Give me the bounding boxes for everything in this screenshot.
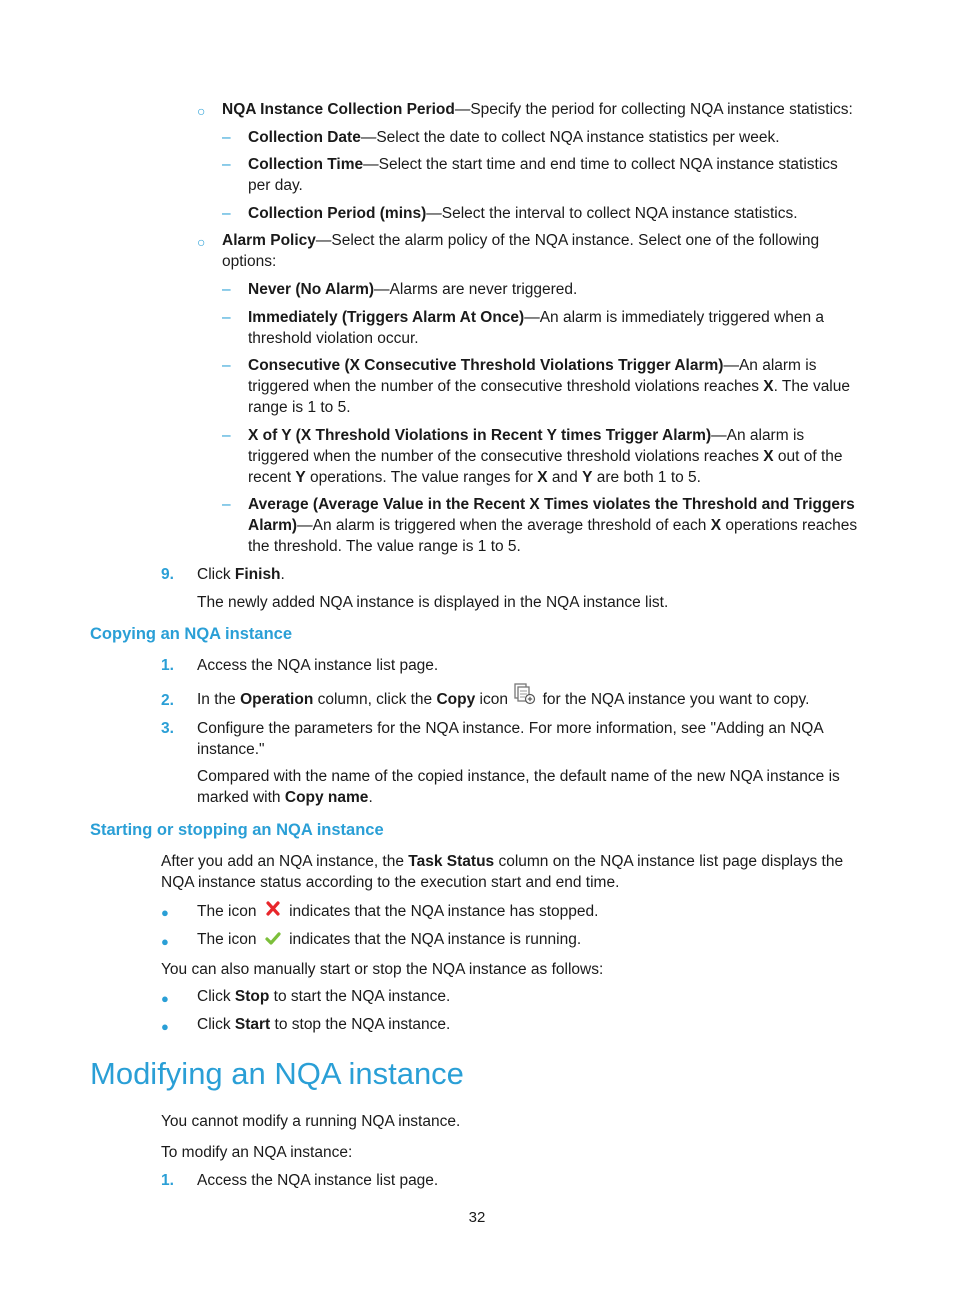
chapter-heading-modifying: Modifying an NQA instance	[90, 1056, 464, 1091]
step-number: 1.	[161, 657, 174, 674]
green-check-icon	[263, 929, 283, 949]
copy-note: Compared with the name of the copied instance, the default name of the new NQA instance is marked with Copy name.	[197, 768, 840, 806]
sub-collection-period-mins: Collection Period (mins)—Select the interval to collect NQA instance statistics.	[248, 205, 798, 222]
dash-marker: –	[222, 427, 231, 444]
dash-marker: –	[222, 281, 231, 298]
dash-marker: –	[222, 129, 231, 146]
modify-p1: You cannot modify a running NQA instance.	[161, 1113, 461, 1130]
copy-step-2: In the Operation column, click the Copy icon for the NQA instance you want to copy.	[197, 684, 867, 716]
sub-never: Never (No Alarm)—Alarms are never triggered.	[248, 281, 578, 298]
sub-x-of-y: X of Y (X Threshold Violations in Recent Y times Trigger Alarm)—An alarm is triggered when the number of the consecutive threshold violations reaches X out of the recent Y operations. The value ranges for X and Y are both 1 to 5.	[248, 427, 843, 486]
sub-collection-date: Collection Date—Select the date to collect NQA instance statistics per week.	[248, 129, 780, 146]
icon-running-line: The icon indicates that the NQA instance is running.	[197, 931, 582, 948]
sub-immediately: Immediately (Triggers Alarm At Once)—An alarm is immediately triggered when a threshold violation occur.	[248, 309, 825, 347]
icon-stopped-line: The icon indicates that the NQA instance has stopped.	[197, 901, 837, 922]
bullet-dot-icon: ●	[161, 991, 169, 1006]
copy-icon	[512, 682, 538, 706]
dash-marker: –	[222, 357, 231, 374]
dash-marker: –	[222, 496, 231, 513]
sub-collection-time: Collection Time—Select the start time and end time to collect NQA instance statistics per day.	[248, 156, 838, 194]
bullet-collection-period: NQA Instance Collection Period—Specify the period for collecting NQA instance statistics:	[222, 101, 853, 118]
step-number: 9.	[161, 566, 174, 583]
dash-marker: –	[222, 205, 231, 222]
copy-step-3: Configure the parameters for the NQA instance. For more information, see "Adding an NQA instance."	[197, 720, 823, 758]
step-number: 1.	[161, 1172, 174, 1189]
bullet-dot-icon: ●	[161, 1019, 169, 1034]
modify-step-1: Access the NQA instance list page.	[197, 1172, 439, 1189]
manual-stop: Click Stop to start the NQA instance.	[197, 988, 451, 1005]
step-number: 3.	[161, 720, 174, 737]
manual-start: Click Start to stop the NQA instance.	[197, 1016, 451, 1033]
modify-p2: To modify an NQA instance:	[161, 1144, 353, 1161]
bullet-dot-icon: ●	[161, 905, 169, 920]
bullet-alarm-policy: Alarm Policy—Select the alarm policy of the NQA instance. Select one of the following options:	[222, 232, 820, 270]
step-note: The newly added NQA instance is displayed in the NQA instance list.	[197, 594, 669, 611]
dash-marker: –	[222, 156, 231, 173]
step-number: 2.	[161, 692, 174, 709]
page-number: 32	[468, 1209, 486, 1226]
bullet-circle-icon: ○	[197, 234, 206, 250]
start-intro: After you add an NQA instance, the Task Status column on the NQA instance list page displays the NQA instance status according to the execution start and end time.	[161, 853, 844, 891]
step-click-finish: Click Finish.	[197, 566, 285, 583]
dash-marker: –	[222, 309, 231, 326]
section-heading-copying: Copying an NQA instance	[90, 625, 292, 643]
bullet-dot-icon: ●	[161, 934, 169, 949]
manual-intro: You can also manually start or stop the NQA instance as follows:	[161, 961, 604, 978]
sub-consecutive: Consecutive (X Consecutive Threshold Violations Trigger Alarm)—An alarm is triggered when the number of the consecutive threshold violations reaches X. The value range is 1 to 5.	[248, 357, 850, 416]
sub-average: Average (Average Value in the Recent X Times violates the Threshold and Triggers Alarm)—An alarm is triggered when the average threshold of each X operations reaches the threshold. The value range is 1 to 5.	[248, 496, 858, 555]
section-heading-starting: Starting or stopping an NQA instance	[90, 821, 384, 839]
bullet-circle-icon: ○	[197, 103, 206, 119]
red-x-icon	[263, 899, 283, 919]
copy-step-1: Access the NQA instance list page.	[197, 657, 439, 674]
